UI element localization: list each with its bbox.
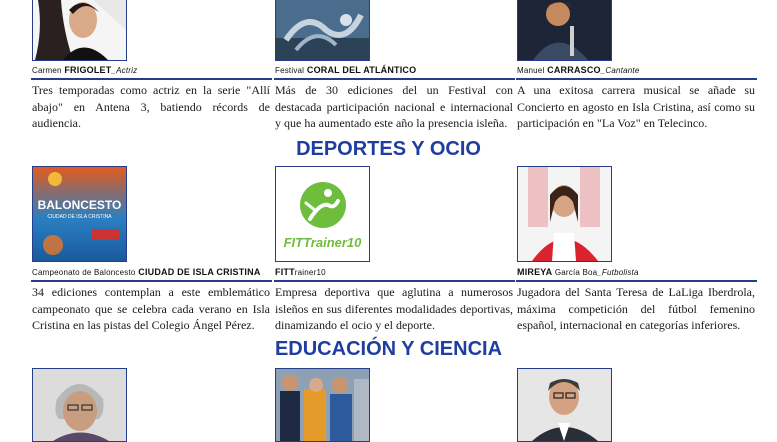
caption-title: FITT [275, 267, 295, 277]
divider [274, 280, 515, 282]
caption-manuel-carrasco [517, 65, 639, 75]
photo-mireya-garcia [517, 166, 612, 262]
description-mireya-garcia: Jugadora del Santa Teresa de LaLiga Iberdrola, máxima competición del fútbol femenino español, internacional en categorías inferiores. [517, 285, 755, 332]
divider [31, 280, 272, 282]
caption-title: CIUDAD DE ISLA CRISTINA [135, 267, 261, 277]
caption-prefix: Campeonato de Baloncesto [32, 268, 136, 277]
caption-title: CORAL DEL ATLÁNTICO [304, 65, 417, 75]
description-carmen-frigolet: Tres temporadas como actriz en la serie "Allí abajo" en Antena 3, batiendo récords de audiencia. [32, 83, 270, 130]
caption-last-name: CARRASCO [544, 65, 601, 75]
caption-festival-coral [275, 65, 416, 75]
section-heading-deportes: DEPORTES Y OCIO [296, 138, 481, 160]
divider [516, 78, 757, 80]
caption-carmen-frigolet [32, 65, 137, 75]
logo-fittrainer10 [275, 166, 370, 262]
divider [274, 78, 515, 80]
caption-role: _Cantante [600, 66, 640, 75]
divider [31, 78, 272, 80]
description-festival-coral: Más de 30 ediciones del un Festival con destacada participación nacional e internacional y que ha aumentado este año la presencia isleña. [275, 83, 513, 130]
caption-first-name: Carmen [32, 66, 62, 75]
caption-role: _Actriz [111, 66, 138, 75]
caption-role: _Futbolista [597, 268, 639, 277]
caption-fittrainer10 [275, 267, 326, 277]
photo-educacion-3 [517, 368, 612, 442]
poster-campeonato-baloncesto [32, 166, 127, 262]
caption-prefix: Festival [275, 66, 305, 75]
poster-title: BALONCESTO [37, 198, 122, 212]
caption-last-name: García Boa [552, 268, 598, 277]
photo-manuel-carrasco [517, 0, 612, 61]
photo-carmen-frigolet [32, 0, 127, 61]
caption-suffix: rainer10 [294, 268, 326, 277]
logo-wordmark: FITTrainer10 [283, 235, 362, 250]
divider [516, 280, 757, 282]
description-fittrainer10: Empresa deportiva que aglutina a numerosos isleños en sus diferentes modalidades deportivas, dinamizando el ocio y el deporte. [275, 285, 513, 332]
caption-first-name: MIREYA [517, 267, 553, 277]
photo-educacion-1 [32, 368, 127, 442]
photo-festival-coral [275, 0, 370, 61]
caption-mireya-garcia [517, 267, 639, 277]
photo-educacion-2 [275, 368, 370, 442]
description-campeonato-baloncesto: 34 ediciones contemplan a este emblemático campeonato que se celebra cada verano en Isla Cristina en las pistas del Colegio Ángel Pérez. [32, 285, 270, 332]
caption-first-name: Manuel [517, 66, 545, 75]
poster-subtitle: CIUDAD DE ISLA CRISTINA [47, 214, 112, 220]
caption-last-name: FRIGOLET [61, 65, 112, 75]
caption-campeonato-baloncesto [32, 267, 261, 277]
section-heading-educacion: EDUCACIÓN Y CIENCIA [274, 338, 503, 360]
description-manuel-carrasco: A una exitosa carrera musical se añade su Concierto en agosto en Isla Cristina, así como su participación en "La Voz" en Telecinco. [517, 83, 755, 130]
